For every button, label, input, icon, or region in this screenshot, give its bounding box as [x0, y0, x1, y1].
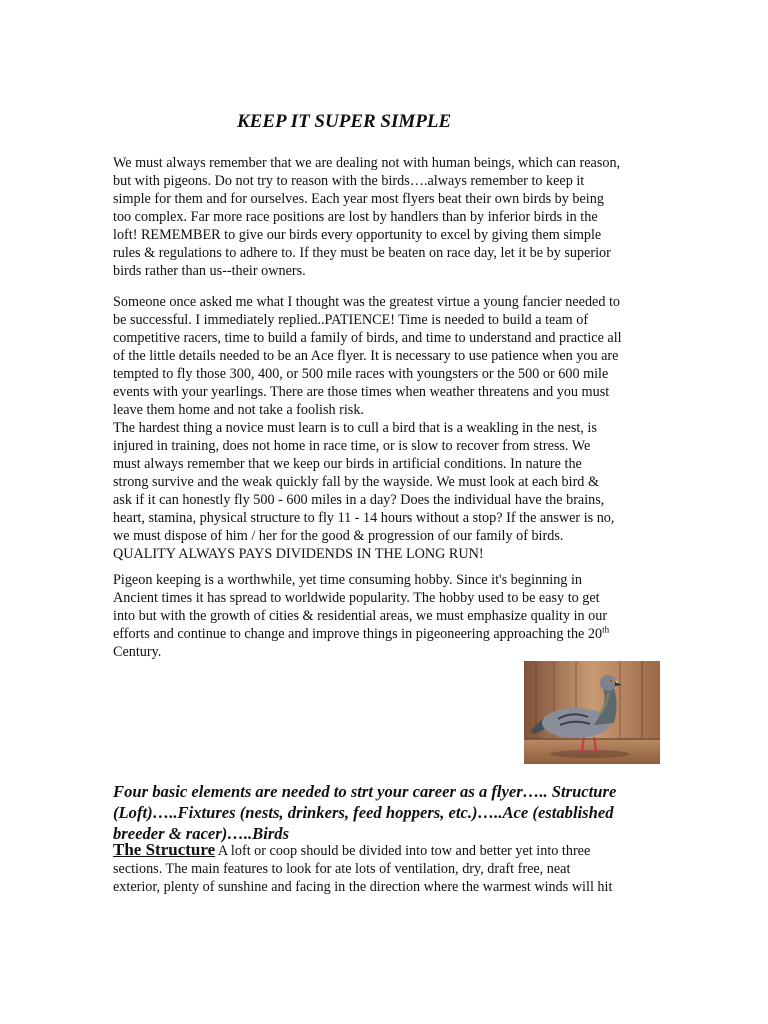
paragraph-patience — [113, 293, 661, 563]
elements-heading — [113, 781, 673, 844]
text-line: QUALITY ALWAYS PAYS DIVIDENDS IN THE LONG RUN! — [113, 546, 484, 562]
text-line: rules & regulations to adhere to. If they must be beaten on race day, let it be by superior — [113, 245, 611, 261]
structure-paragraph — [113, 841, 673, 896]
heading-line: (Loft)…..Fixtures (nests, drinkers, feed hoppers, etc.)…..Ace (established — [113, 803, 614, 822]
paragraph-simplicity — [113, 154, 661, 280]
text-line: Pigeon keeping is a worthwhile, yet time consuming hobby. Since it's beginning in — [113, 572, 582, 588]
text-line: competitive racers, time to build a family of birds, and time to understand and practice all — [113, 330, 622, 346]
text-line: Ancient times it has spread to worldwide popularity. The hobby used to be easy to get — [113, 590, 600, 606]
text-segment: A loft or coop should be divided into tow and better yet into three — [215, 843, 591, 859]
text-line: injured in training, does not home in race time, or is slow to recover from stress. We — [113, 438, 591, 454]
text-line: we must dispose of him / her for the good & progression of our family of birds. — [113, 528, 564, 544]
text-line: sections. The main features to look for ate lots of ventilation, dry, draft free, neat — [113, 861, 571, 877]
text-line: The hardest thing a novice must learn is to cull a bird that is a weakling in the nest, is — [113, 420, 597, 436]
text-line: exterior, plenty of sunshine and facing in the direction where the warmest winds will hit — [113, 879, 613, 895]
text-line: birds rather than us--their owners. — [113, 263, 306, 279]
pigeon-photo — [524, 661, 660, 764]
text-line: too complex. Far more race positions are lost by handlers than by inferior birds in the — [113, 209, 598, 225]
text-line: of the little details needed to be an Ace flyer. It is necessary to use patience when you are — [113, 348, 619, 364]
text-line: but with pigeons. Do not try to reason with the birds….always remember to keep it — [113, 173, 585, 189]
text-line: Someone once asked me what I thought was the greatest virtue a young fancier needed to — [113, 294, 621, 310]
text-line: tempted to fly those 300, 400, or 500 mile races with youngsters or the 500 or 600 mile — [113, 366, 609, 382]
text-line: heart, stamina, physical structure to fly 11 - 14 hours without a stop? If the answer is no, — [113, 510, 615, 526]
text-line: ask if it can honestly fly 500 - 600 miles in a day? Does the individual have the brains, — [113, 492, 605, 508]
heading-line: breeder & racer)…..Birds — [113, 824, 290, 843]
text-line: simple for them and for ourselves. Each year most flyers beat their own birds by being — [113, 191, 604, 207]
text-line: must always remember that we keep our birds in artificial conditions. In nature the — [113, 456, 582, 472]
text-line: strong survive and the weak quickly fall by the wayside. We must look at each bird & — [113, 474, 599, 490]
heading-line: Four basic elements are needed to strt your career as a flyer….. Structure — [113, 782, 617, 801]
text-line: Century. — [113, 644, 162, 660]
superscript-th: th — [602, 624, 610, 635]
text-line: into but with the growth of cities & residential areas, we must emphasize quality in our — [113, 608, 608, 624]
text-segment: efforts and continue to change and improve things in pigeoneering approaching the 20 — [113, 626, 603, 642]
structure-heading: The Structure — [113, 840, 216, 859]
text-line: We must always remember that we are dealing not with human beings, which can reason, — [113, 155, 621, 171]
text-line: leave them home and not take a foolish risk. — [113, 402, 364, 418]
text-line — [113, 841, 673, 860]
paragraph-hobby — [113, 571, 661, 661]
text-line: loft! REMEMBER to give our birds every opportunity to excel by giving them simple — [113, 227, 602, 243]
text-line: events with your yearlings. There are those times when weather threatens and you must — [113, 384, 610, 400]
document-title: KEEP IT SUPER SIMPLE — [237, 111, 452, 132]
text-line — [113, 625, 661, 643]
text-line: be successful. I immediately replied..PATIENCE! Time is needed to build a team of — [113, 312, 589, 328]
